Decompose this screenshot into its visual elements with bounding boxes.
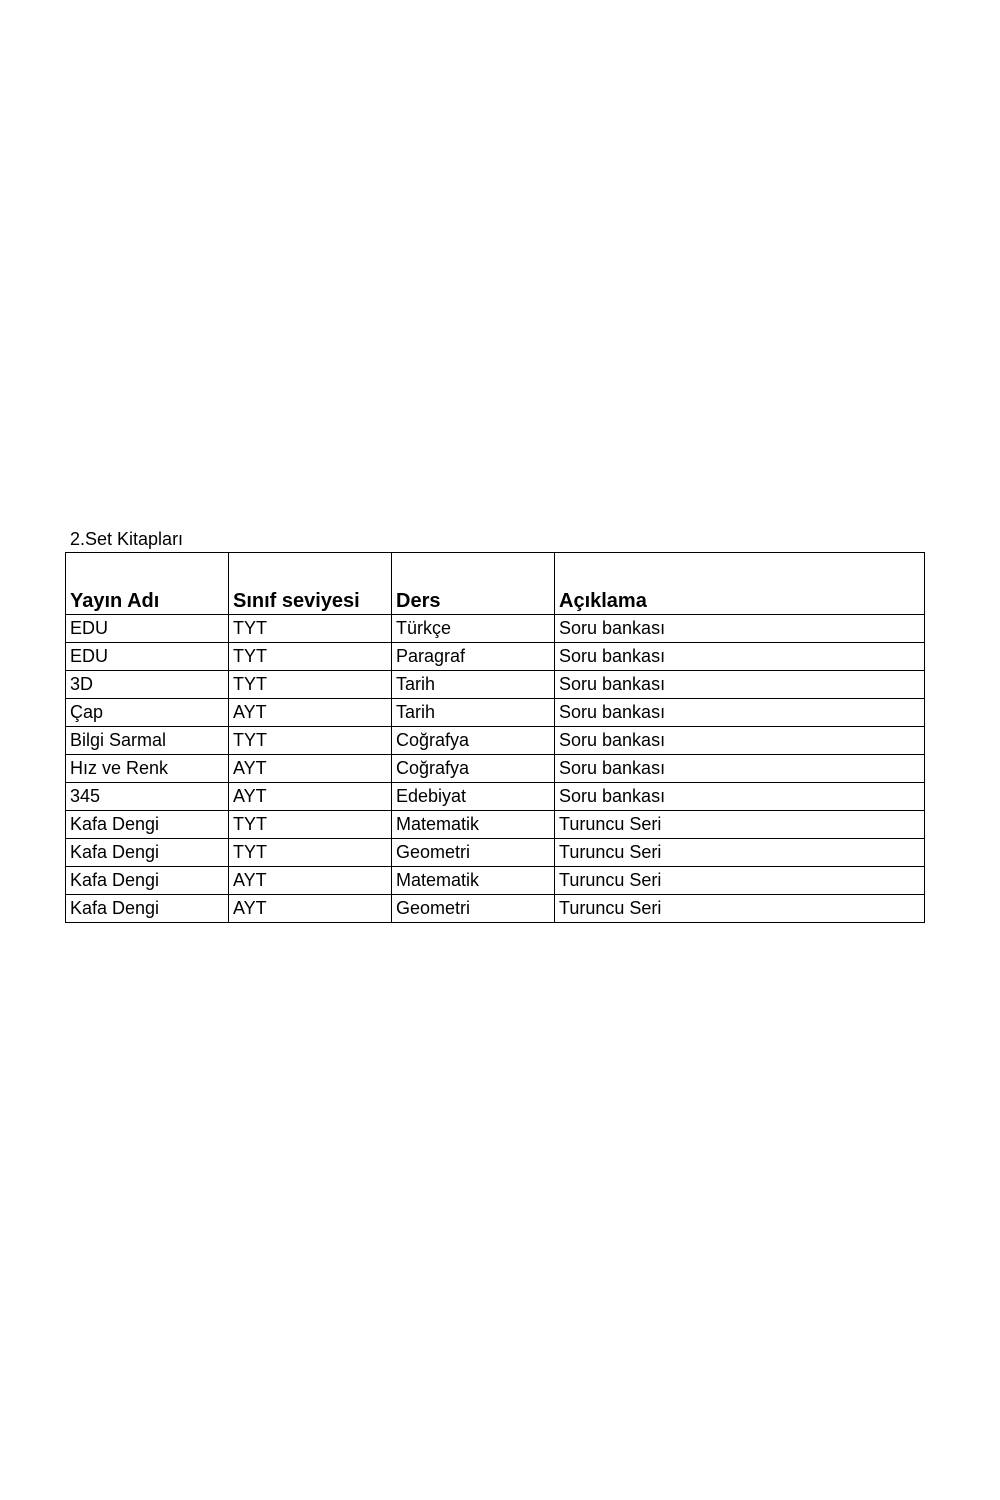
cell-ders: Tarih [392,671,555,699]
cell-ders: Geometri [392,839,555,867]
cell-ders: Coğrafya [392,727,555,755]
cell-sinif-seviyesi: TYT [229,727,392,755]
cell-ders: Geometri [392,895,555,923]
cell-sinif-seviyesi: TYT [229,643,392,671]
table-row [66,867,925,895]
cell-sinif-seviyesi: AYT [229,755,392,783]
table-row [66,615,925,643]
cell-aciklama: Turuncu Seri [555,895,925,923]
cell-yayin-adi: Kafa Dengi [66,867,229,895]
cell-sinif-seviyesi: TYT [229,839,392,867]
cell-ders: Matematik [392,811,555,839]
table-row [66,811,925,839]
cell-ders: Tarih [392,699,555,727]
cell-ders: Türkçe [392,615,555,643]
cell-sinif-seviyesi: AYT [229,867,392,895]
cell-aciklama: Soru bankası [555,615,925,643]
header-aciklama: Açıklama [555,553,925,615]
cell-yayin-adi: 345 [66,783,229,811]
cell-sinif-seviyesi: AYT [229,783,392,811]
cell-aciklama: Turuncu Seri [555,867,925,895]
cell-yayin-adi: Kafa Dengi [66,895,229,923]
cell-aciklama: Soru bankası [555,643,925,671]
table-row [66,839,925,867]
cell-aciklama: Soru bankası [555,755,925,783]
cell-sinif-seviyesi: AYT [229,895,392,923]
table-row [66,671,925,699]
cell-sinif-seviyesi: TYT [229,671,392,699]
header-yayin-adi: Yayın Adı [66,553,229,615]
cell-aciklama: Soru bankası [555,671,925,699]
cell-aciklama: Soru bankası [555,699,925,727]
cell-yayin-adi: 3D [66,671,229,699]
books-table [65,552,925,923]
cell-yayin-adi: Çap [66,699,229,727]
cell-sinif-seviyesi: TYT [229,811,392,839]
cell-aciklama: Soru bankası [555,727,925,755]
cell-aciklama: Turuncu Seri [555,811,925,839]
cell-yayin-adi: EDU [66,643,229,671]
cell-ders: Matematik [392,867,555,895]
header-ders: Ders [392,553,555,615]
cell-aciklama: Turuncu Seri [555,839,925,867]
cell-yayin-adi: Kafa Dengi [66,811,229,839]
table-row [66,727,925,755]
cell-sinif-seviyesi: AYT [229,699,392,727]
cell-yayin-adi: EDU [66,615,229,643]
table-row [66,783,925,811]
header-sinif-seviyesi: Sınıf seviyesi [229,553,392,615]
cell-yayin-adi: Hız ve Renk [66,755,229,783]
cell-yayin-adi: Bilgi Sarmal [66,727,229,755]
table-row [66,895,925,923]
cell-ders: Paragraf [392,643,555,671]
table-row [66,755,925,783]
cell-yayin-adi: Kafa Dengi [66,839,229,867]
table-row [66,699,925,727]
cell-ders: Edebiyat [392,783,555,811]
cell-aciklama: Soru bankası [555,783,925,811]
table-row [66,643,925,671]
cell-sinif-seviyesi: TYT [229,615,392,643]
sheet-title: 2.Set Kitapları [70,529,184,549]
table-header-row [66,553,925,615]
cell-ders: Coğrafya [392,755,555,783]
